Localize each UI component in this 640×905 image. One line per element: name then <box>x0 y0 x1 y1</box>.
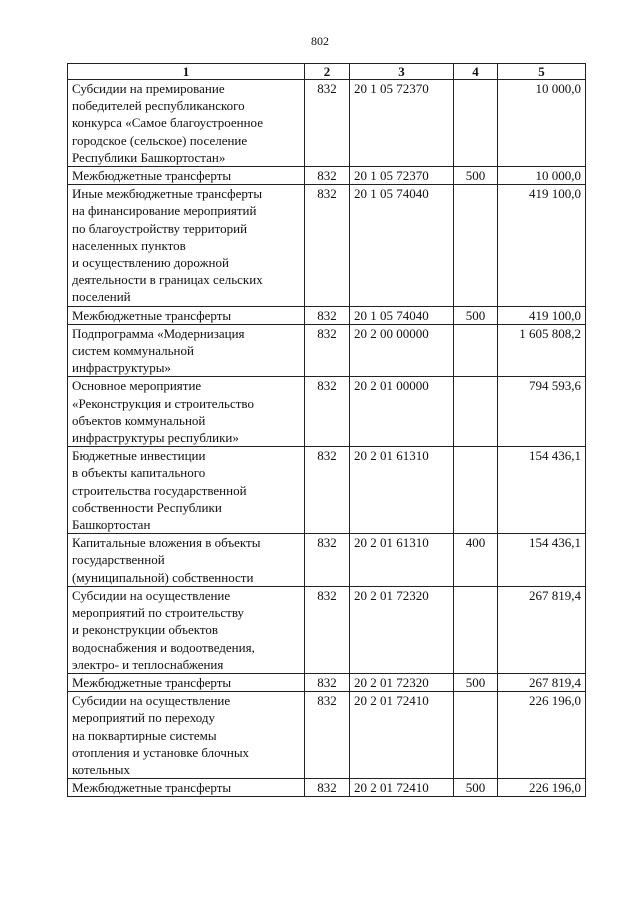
row-target-article-cell: 20 1 05 74040 <box>350 185 454 306</box>
row-target-article-cell: 20 1 05 72370 <box>350 167 454 185</box>
row-expense-type-cell <box>454 324 498 377</box>
row-code-cell: 832 <box>305 306 350 324</box>
row-code-cell: 832 <box>305 167 350 185</box>
row-name-cell <box>68 306 305 324</box>
row-expense-type-cell <box>454 185 498 306</box>
row-code-cell: 832 <box>305 534 350 587</box>
row-expense-type-cell <box>454 80 498 167</box>
row-target-article-cell: 20 2 01 61310 <box>350 534 454 587</box>
table-row <box>68 80 586 167</box>
row-target-article-cell: 20 1 05 74040 <box>350 306 454 324</box>
row-name-line: котельных <box>72 761 131 777</box>
row-name-line: конкурса «Самое благоустроенное <box>72 115 263 131</box>
row-amount-cell: 794 593,6 <box>498 377 586 447</box>
row-name-line: инфраструктуры республики» <box>72 430 239 446</box>
table-row <box>68 167 586 185</box>
row-amount-cell: 154 436,1 <box>498 447 586 534</box>
row-name-line: объектов коммунальной <box>72 412 206 428</box>
row-name-line: поселений <box>72 289 131 305</box>
row-name-line: собственности Республики <box>72 499 222 515</box>
row-target-article-cell: 20 2 01 61310 <box>350 447 454 534</box>
row-name-line: Межбюджетные трансферты <box>72 168 232 184</box>
header-col-2: 2 <box>305 64 350 80</box>
row-amount-cell: 226 196,0 <box>498 692 586 779</box>
row-amount-cell: 267 819,4 <box>498 586 586 673</box>
header-col-4: 4 <box>454 64 498 80</box>
row-code-cell: 832 <box>305 185 350 306</box>
row-name-line: мероприятий по строительству <box>72 605 245 621</box>
row-amount-cell: 1 605 808,2 <box>498 324 586 377</box>
budget-table <box>67 63 586 797</box>
row-name-line: и реконструкции объектов <box>72 622 219 638</box>
row-code-cell: 832 <box>305 692 350 779</box>
row-amount-cell: 419 100,0 <box>498 306 586 324</box>
row-amount-cell: 10 000,0 <box>498 80 586 167</box>
row-name-line: Иные межбюджетные трансферты <box>72 186 263 202</box>
row-name-cell <box>68 586 305 673</box>
row-expense-type-cell: 500 <box>454 167 498 185</box>
row-name-line: Башкортостан <box>72 517 151 533</box>
row-name-line: мероприятий по переходу <box>72 710 216 726</box>
row-name-line: отопления и установке блочных <box>72 744 250 760</box>
row-code-cell: 832 <box>305 447 350 534</box>
row-expense-type-cell: 500 <box>454 306 498 324</box>
header-row <box>68 64 586 80</box>
row-name-cell <box>68 80 305 167</box>
row-name-line: по благоустройству территорий <box>72 220 248 236</box>
row-name-line: Межбюджетные трансферты <box>72 307 232 323</box>
row-name-line: водоснабжения и водоотведения, <box>72 639 255 655</box>
row-code-cell: 832 <box>305 673 350 691</box>
row-expense-type-cell <box>454 447 498 534</box>
row-expense-type-cell: 500 <box>454 779 498 797</box>
page-number: 802 <box>311 34 329 48</box>
row-name-line: на финансирование мероприятий <box>72 203 257 219</box>
table-row <box>68 306 586 324</box>
row-name-line: Подпрограмма «Модернизация <box>72 325 245 341</box>
row-target-article-cell: 20 2 01 00000 <box>350 377 454 447</box>
row-name-line: победителей республиканского <box>72 98 245 114</box>
row-name-line: деятельности в границах сельских <box>72 272 263 288</box>
row-expense-type-cell <box>454 692 498 779</box>
row-code-cell: 832 <box>305 779 350 797</box>
row-name-cell <box>68 377 305 447</box>
row-name-line: систем коммунальной <box>72 343 194 359</box>
row-amount-cell: 419 100,0 <box>498 185 586 306</box>
row-amount-cell: 10 000,0 <box>498 167 586 185</box>
table-row <box>68 447 586 534</box>
row-name-line: инфраструктуры» <box>72 360 171 376</box>
row-code-cell: 832 <box>305 377 350 447</box>
row-name-cell <box>68 167 305 185</box>
row-code-cell: 832 <box>305 80 350 167</box>
row-expense-type-cell <box>454 377 498 447</box>
table-header <box>68 64 586 80</box>
row-expense-type-cell: 500 <box>454 673 498 691</box>
row-target-article-cell: 20 1 05 72370 <box>350 80 454 167</box>
row-name-cell <box>68 673 305 691</box>
row-amount-cell: 154 436,1 <box>498 534 586 587</box>
row-name-cell <box>68 779 305 797</box>
table-row <box>68 534 586 587</box>
row-name-line: на поквартирные системы <box>72 727 217 743</box>
row-name-line: электро- и теплоснабжения <box>72 656 224 672</box>
row-code-cell: 832 <box>305 586 350 673</box>
table-row <box>68 673 586 691</box>
row-name-line: населенных пунктов <box>72 237 186 253</box>
row-name-cell <box>68 447 305 534</box>
row-name-line: Республики Башкортостан» <box>72 149 226 165</box>
row-name-cell <box>68 534 305 587</box>
row-name-line: «Реконструкция и строительство <box>72 395 254 411</box>
row-name-line: строительства государственной <box>72 482 247 498</box>
table-row <box>68 185 586 306</box>
table-row <box>68 586 586 673</box>
row-amount-cell: 226 196,0 <box>498 779 586 797</box>
row-target-article-cell: 20 2 01 72320 <box>350 673 454 691</box>
table-row <box>68 692 586 779</box>
row-name-cell <box>68 324 305 377</box>
row-name-cell <box>68 185 305 306</box>
row-code-cell: 832 <box>305 324 350 377</box>
row-expense-type-cell: 400 <box>454 534 498 587</box>
row-target-article-cell: 20 2 01 72320 <box>350 586 454 673</box>
header-col-5: 5 <box>498 64 586 80</box>
row-name-line: и осуществлению дорожной <box>72 255 229 271</box>
row-name-line: Бюджетные инвестиции <box>72 448 206 464</box>
row-name-line: городское (сельское) поселение <box>72 132 248 148</box>
row-name-cell <box>68 692 305 779</box>
table-row <box>68 779 586 797</box>
row-name-line: Субсидии на осуществление <box>72 693 231 709</box>
row-name-line: Капитальные вложения в объекты <box>72 535 261 551</box>
header-col-3: 3 <box>350 64 454 80</box>
row-name-line: (муниципальной) собственности <box>72 569 254 585</box>
row-target-article-cell: 20 2 00 00000 <box>350 324 454 377</box>
row-name-line: государственной <box>72 552 165 568</box>
table-row <box>68 324 586 377</box>
row-target-article-cell: 20 2 01 72410 <box>350 692 454 779</box>
row-name-line: Субсидии на осуществление <box>72 587 231 603</box>
row-name-line: Межбюджетные трансферты <box>72 780 232 796</box>
row-name-line: Основное мероприятие <box>72 378 202 394</box>
row-name-line: Межбюджетные трансферты <box>72 674 232 690</box>
header-col-1: 1 <box>68 64 305 80</box>
row-target-article-cell: 20 2 01 72410 <box>350 779 454 797</box>
row-name-line: в объекты капитального <box>72 465 206 481</box>
row-name-line: Субсидии на премирование <box>72 81 225 96</box>
row-amount-cell: 267 819,4 <box>498 673 586 691</box>
row-expense-type-cell <box>454 586 498 673</box>
table-body <box>68 80 586 797</box>
table-row <box>68 377 586 447</box>
